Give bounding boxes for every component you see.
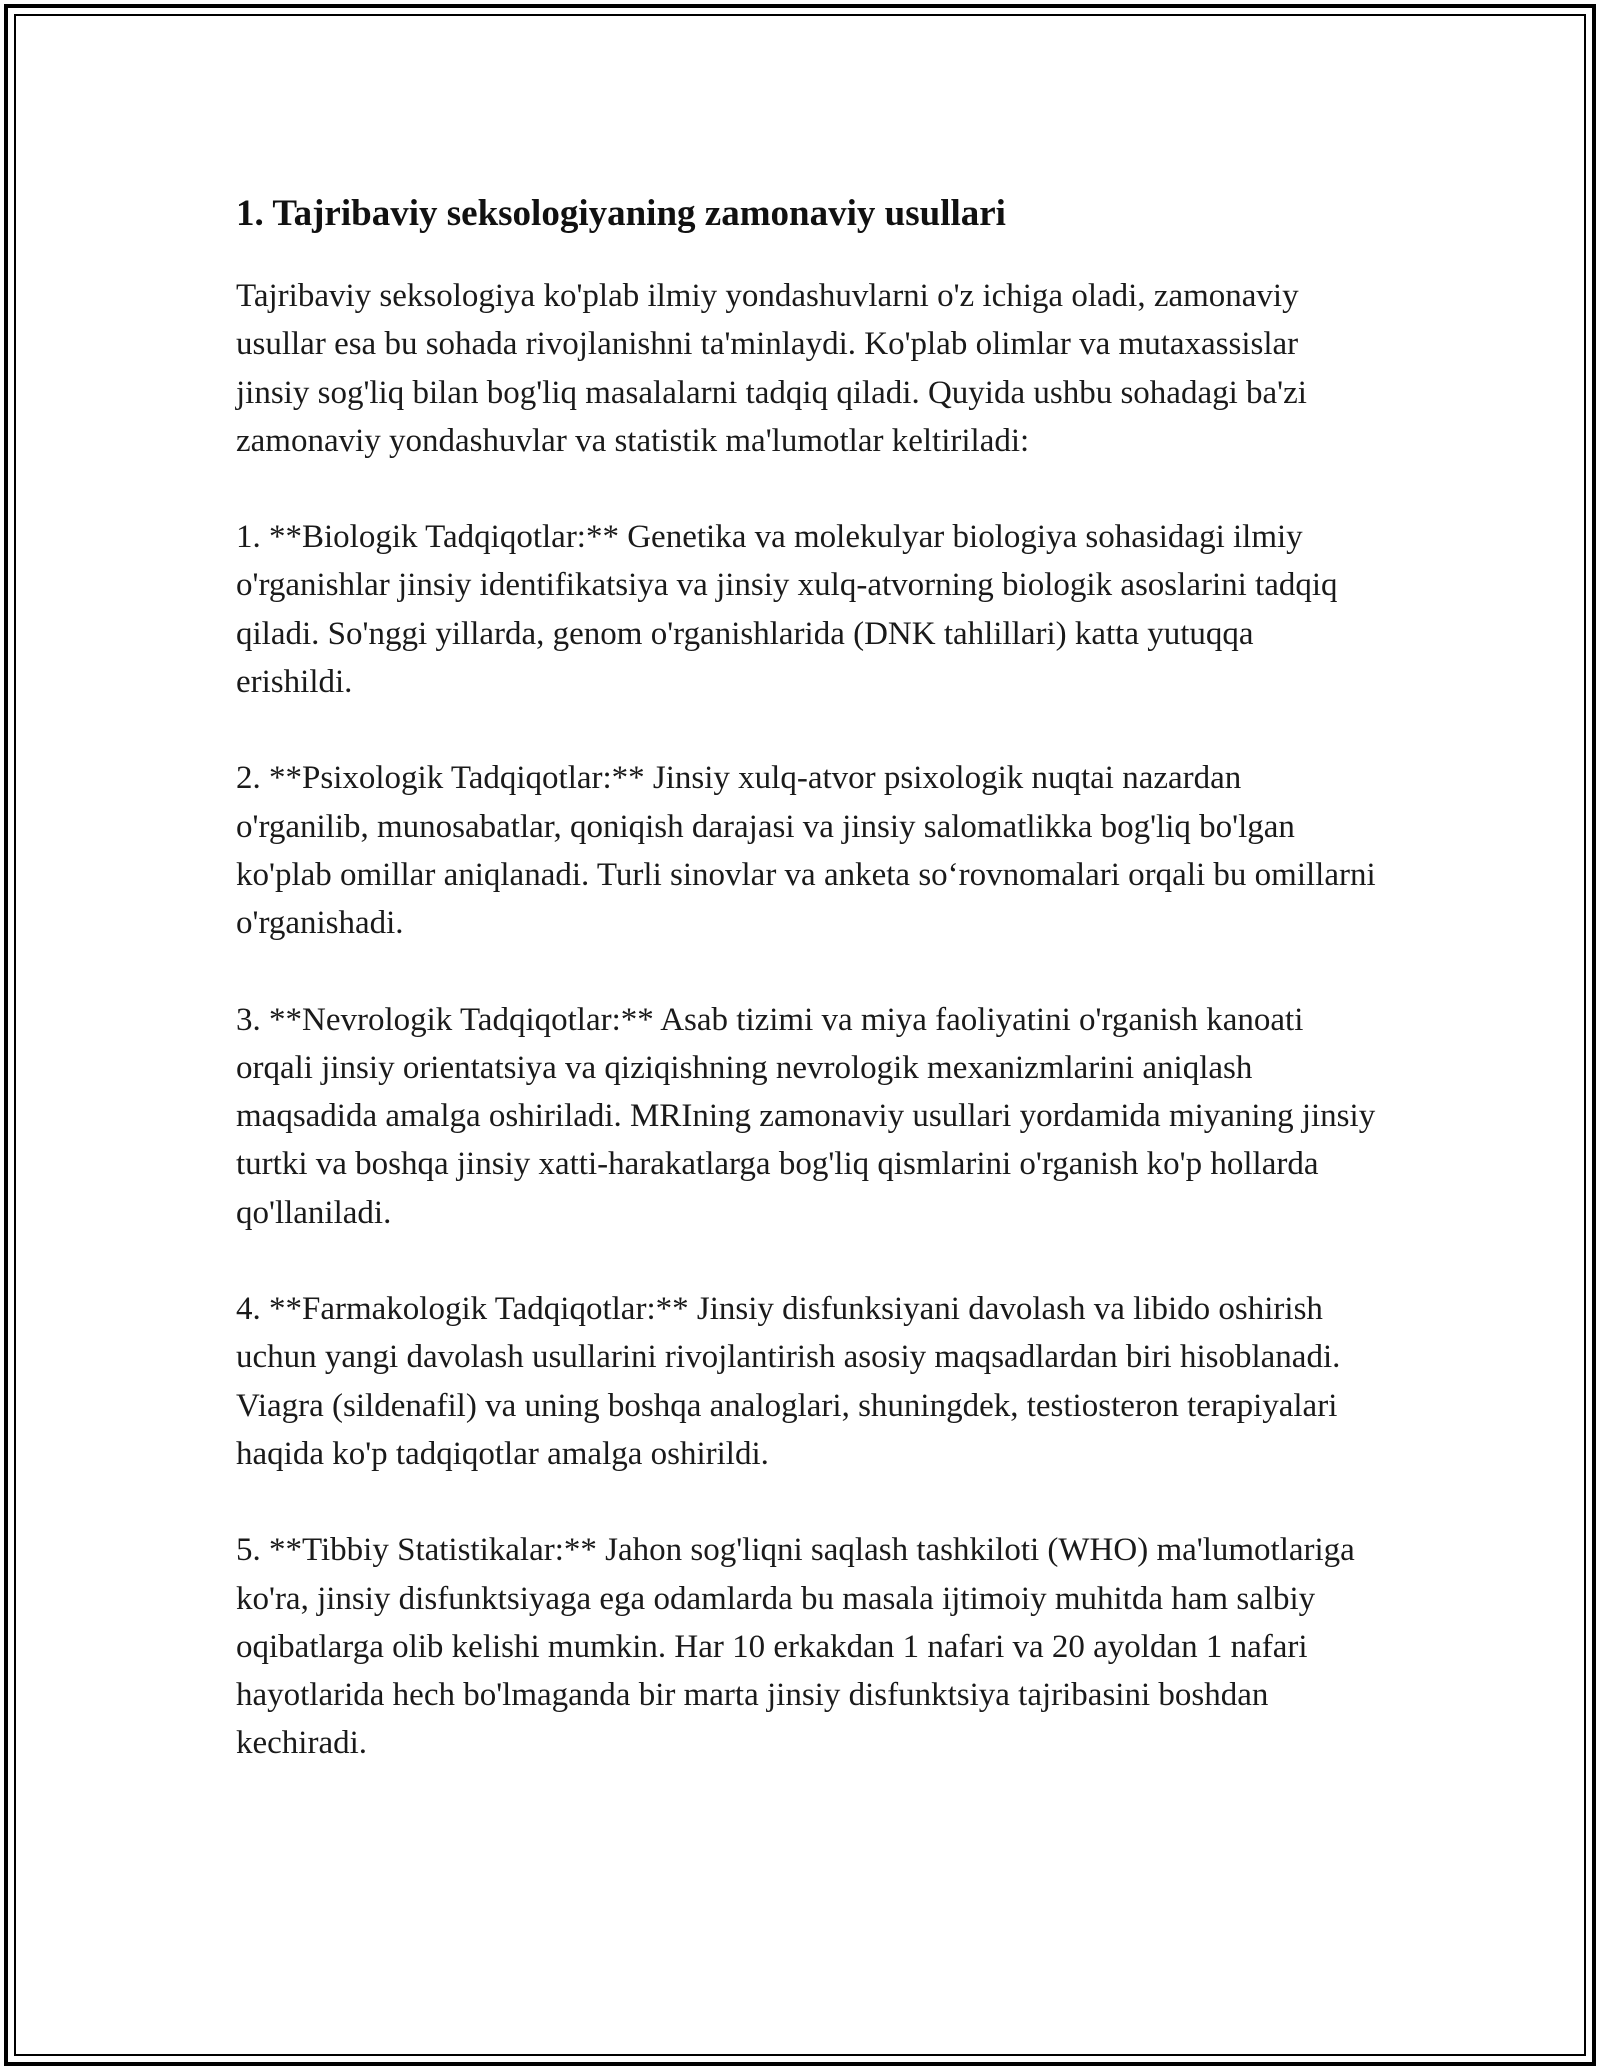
paragraph-medical-statistics: 5. **Tibbiy Statistikalar:** Jahon sog'liqni saqlash tashkiloti (WHO) ma'lumotlariga ko'ra, jinsiy disfunktsiyaga ega odamlarda bu masala ijtimoiy muhitda ham salbiy oqibatlarga olib kelishi mumkin. Har 10 erkakdan 1 nafari va 20 ayoldan 1 nafari hayotlarida hech bo'lmaganda bir marta jinsiy disfunktsiya tajribasini boshdan kechiradi. bbox=[236, 1532, 1355, 1762]
paragraph-psychological-research: 2. **Psixologik Tadqiqotlar:** Jinsiy xulq-atvor psixologik nuqtai nazardan o'rganilib, munosabatlar, qoniqish darajasi va jinsiy salomatlikka bog'liq bo'lgan ko'plab omillar aniqlanadi. Turli sinovlar va anketa so‘rovnomalari orqali bu omillarni o'rganishadi. bbox=[236, 760, 1376, 942]
paragraph-neurological-research: 3. **Nevrologik Tadqiqotlar:** Asab tizimi va miya faoliyatini o'rganish kanoati orqali jinsiy orientatsiya va qiziqishning nevrologik mexanizmlarini aniqlash maqsadida amalga oshiriladi. MRIning zamonaviy usullari yordamida miyaning jinsiy turtki va boshqa jinsiy xatti-harakatlarga bog'liq qismlarini o'rganish ko'p hollarda qo'llaniladi. bbox=[236, 1001, 1376, 1231]
paragraph-pharmacological-research: 4. **Farmakologik Tadqiqotlar:** Jinsiy disfunksiyani davolash va libido oshirish uchun yangi davolash usullarini rivojlantirish asosiy maqsadlardan biri hisoblanadi. Viagra (sildenafil) va uning boshqa analoglari, shuningdek, testiosteron terapiyalari haqida ko'p tadqiqotlar amalga oshirildi. bbox=[236, 1291, 1341, 1472]
intro-paragraph: Tajribaviy seksologiya ko'plab ilmiy yondashuvlarni o'z ichiga oladi, zamonaviy usullar esa bu sohada rivojlanishni ta'minlaydi. Ko'plab olimlar va mutaxassislar jinsiy sog'liq bilan bog'liq masalalarni tadqiq qiladi. Quyida ushbu sohadagi ba'zi zamonaviy yondashuvlar va statistik ma'lumotlar keltiriladi: bbox=[236, 278, 1307, 459]
section-title: 1. Tajribaviy seksologiyaning zamonaviy usullari bbox=[236, 193, 1006, 234]
document-body bbox=[236, 186, 1376, 1816]
paragraph-biological-research: 1. **Biologik Tadqiqotlar:** Genetika va molekulyar biologiya sohasidagi ilmiy o'rganishlar jinsiy identifikatsiya va jinsiy xulq-atvorning biologik asoslarini tadqiq qiladi. So'nggi yillarda, genom o'rganishlarida (DNK tahlillari) katta yutuqqa erishildi. bbox=[236, 519, 1338, 701]
